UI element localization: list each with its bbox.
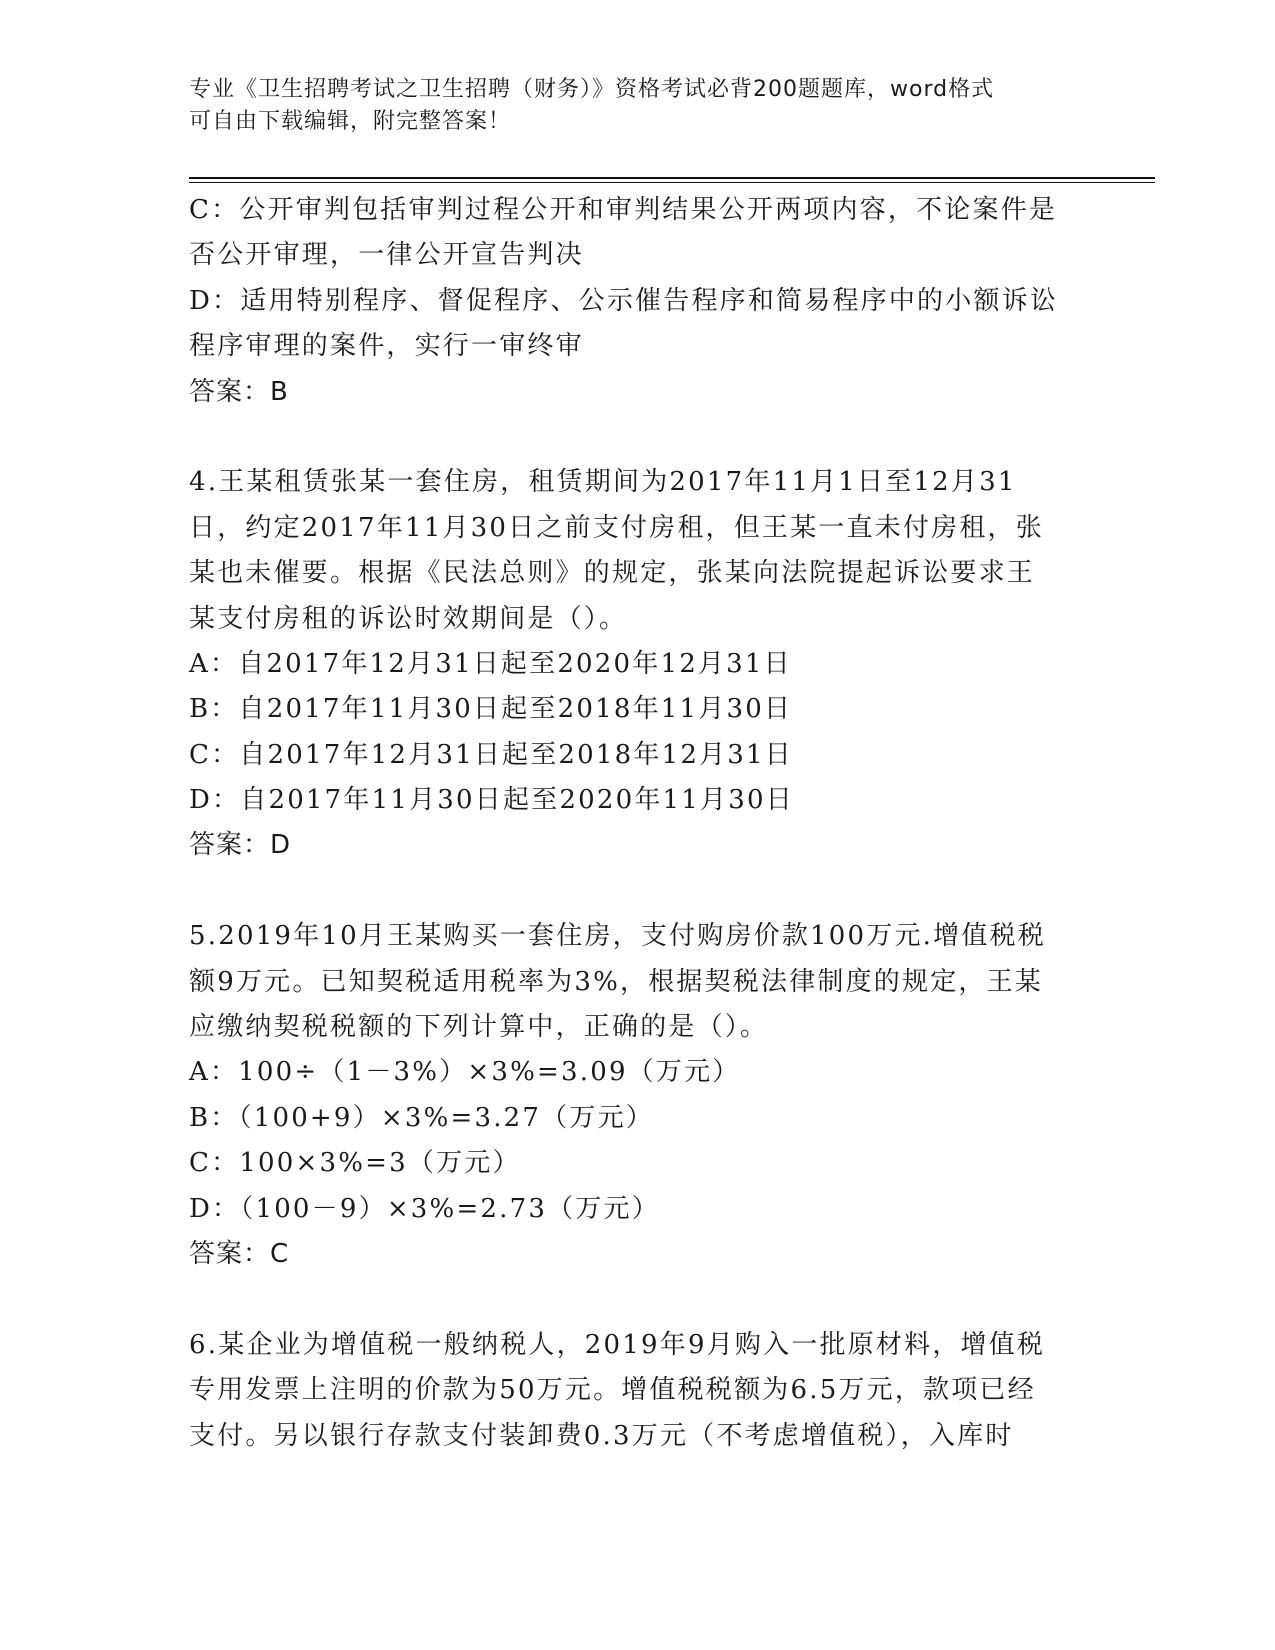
document-header	[189, 74, 1069, 138]
option-c-line-1: C：公开审判包括审判过程公开和审判结果公开两项内容，不论案件是	[189, 195, 1058, 225]
option-b: B：（100+9）×3%=3.27（万元）	[189, 1102, 654, 1133]
option-a: A：自2017年12月31日起至2020年12月31日	[189, 648, 792, 679]
question-stem-line-3: 应缴纳契税税额的下列计算中，正确的是（）。	[189, 1012, 769, 1043]
answer-line: 答案：B	[189, 376, 289, 407]
answer-line: 答案：D	[189, 830, 292, 861]
question-stem-line-2: 额9万元。已知契税适用税率为3%，根据契税法律制度的规定，王某	[189, 966, 1043, 997]
spacer	[189, 1277, 1089, 1322]
option-d-line-1: D：适用特别程序、督促程序、公示催告程序和简易程序中的小额诉讼	[189, 285, 1059, 316]
question-3-tail	[189, 188, 1089, 415]
question-stem-line-1: 5.2019年10月王某购买一套住房，支付购房价款100万元.增值税税	[189, 921, 1046, 952]
option-c: C：100×3%=3（万元）	[189, 1148, 521, 1179]
spacer	[189, 869, 1089, 914]
document-body	[189, 188, 1089, 1459]
option-d: D：自2017年11月30日起至2020年11月30日	[189, 785, 794, 816]
question-6	[189, 1323, 1089, 1459]
header-title-line-1: 专业《卫生招聘考试之卫生招聘（财务）》资格考试必背200题题库，word格式	[189, 77, 995, 102]
question-stem-line-1: 6.某企业为增值税一般纳税人，2019年9月购入一批原材料，增值税	[189, 1329, 1046, 1360]
answer-line: 答案：C	[189, 1238, 290, 1269]
option-b: B：自2017年11月30日起至2018年11月30日	[189, 694, 793, 725]
question-stem-line-3: 某也未催要。根据《民法总则》的规定，张某向法院提起诉讼要求王	[189, 558, 1036, 589]
option-c-line-2: 否公开审理，一律公开宣告判决	[189, 240, 584, 271]
question-stem-line-1: 4.王某租赁张某一套住房，租赁期间为2017年11月1日至12月31	[189, 467, 1017, 498]
option-d: D：（100－9）×3%=2.73（万元）	[189, 1193, 660, 1224]
question-stem-line-2: 专用发票上注明的价款为50万元。增值税税额为6.5万元，款项已经	[189, 1375, 1036, 1406]
spacer	[189, 415, 1089, 460]
option-d-line-2: 程序审理的案件，实行一审终审	[189, 331, 584, 362]
question-4	[189, 460, 1089, 869]
question-stem-line-2: 日，约定2017年11月30日之前支付房租，但王某一直未付房租，张	[189, 512, 1044, 543]
header-divider-thick	[189, 177, 1155, 179]
option-c: C：自2017年12月31日起至2018年12月31日	[189, 739, 793, 770]
question-stem-line-3: 支付。另以银行存款支付装卸费0.3万元（不考虑增值税），入库时	[189, 1420, 1014, 1451]
option-a: A：100÷（1－3%）×3%=3.09（万元）	[189, 1057, 741, 1088]
header-divider-thin	[189, 182, 1155, 183]
question-5	[189, 914, 1089, 1277]
question-stem-line-4: 某支付房租的诉讼时效期间是（）。	[189, 603, 628, 634]
header-title-line-2: 可自由下载编辑，附完整答案！	[189, 109, 512, 134]
